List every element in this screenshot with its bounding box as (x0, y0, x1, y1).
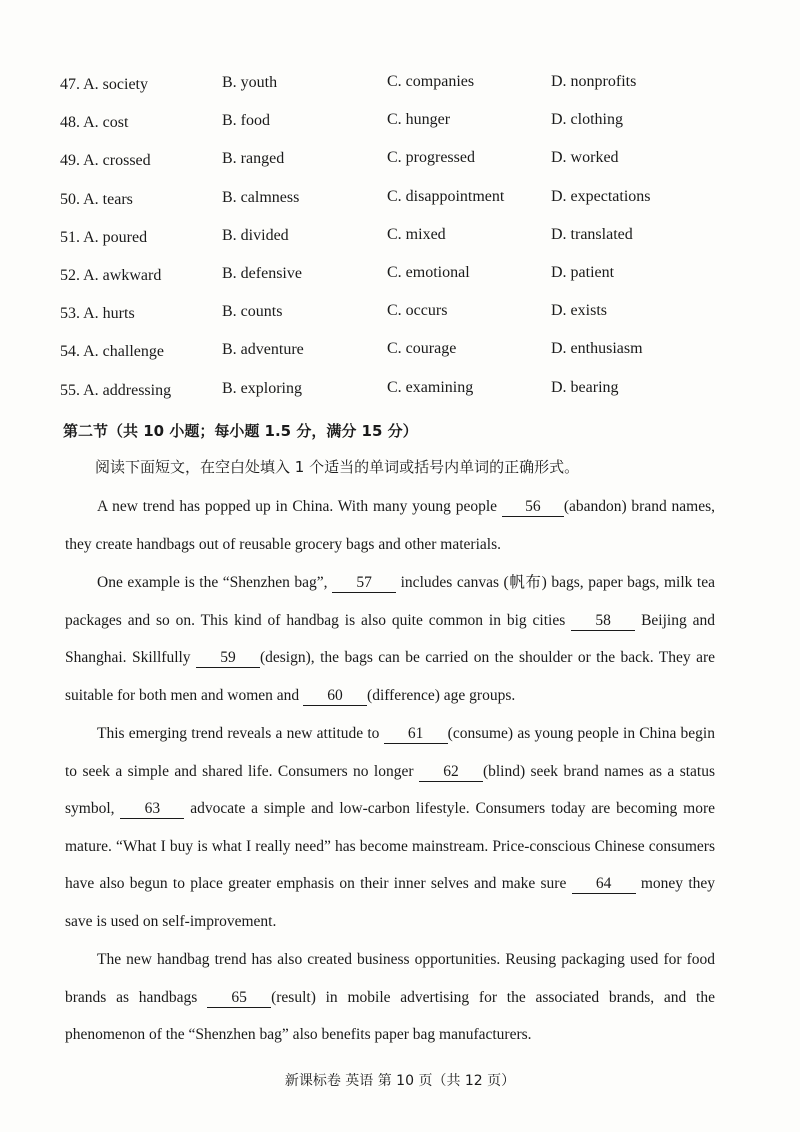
passage-text: This emerging trend reveals a new attitude to (97, 725, 384, 742)
option-c: C. emotional (387, 263, 470, 281)
passage-text: Beijing and Shanghai. Skillfully (65, 611, 715, 667)
option-d: D. patient (551, 263, 615, 281)
option-b: B. exploring (222, 379, 302, 397)
option-d: D. translated (551, 225, 633, 243)
passage-text: (consume) as young people in China begin to seek a simple and shared life. Consumers no longer (65, 725, 715, 780)
blank-63: 63 (120, 800, 184, 819)
question-51 (60, 223, 760, 261)
option-c: C. examining (387, 378, 474, 396)
blank-57: 57 (332, 574, 396, 593)
option-a: 53. A. hurts (60, 305, 135, 323)
passage-text: One example is the “Shenzhen bag”, (97, 574, 333, 591)
passage-text: (abandon) brand names, they create handbags out of reusable grocery bags and other materials. (65, 498, 715, 553)
option-a: 51. A. poured (60, 228, 148, 246)
option-d: D. expectations (551, 187, 651, 205)
question-48 (60, 108, 760, 146)
option-a: 54. A. challenge (60, 343, 164, 361)
option-d: D. nonprofits (551, 73, 637, 90)
option-a: 55. A. addressing (60, 381, 172, 399)
page-footer: 新课标卷 英语 第 10 页（共 12 页） (284, 1073, 516, 1089)
question-52 (60, 261, 760, 299)
option-c: C. courage (387, 340, 457, 358)
option-d: D. clothing (551, 111, 623, 129)
question-53 (60, 299, 760, 337)
passage-text: (result) in mobile advertising for the associated brands, and the phenomenon of the “Shenzhen bag” also benefits paper bag manufacturers. (65, 988, 715, 1044)
blank-58: 58 (571, 612, 635, 631)
option-c: C. mixed (387, 225, 446, 243)
option-d: D. worked (551, 149, 619, 167)
passage-paragraph-1 (65, 488, 715, 563)
option-a: 50. A. tears (60, 190, 133, 208)
blank-64: 64 (572, 875, 636, 894)
blank-59: 59 (196, 649, 260, 668)
option-a: 48. A. cost (60, 114, 129, 132)
question-49 (60, 146, 760, 184)
passage-text: (design), the bags can be carried on the shoulder or the back. They are suitable for both men and women and (65, 649, 715, 704)
option-d: D. bearing (551, 378, 619, 396)
blank-61: 61 (384, 725, 448, 744)
passage-text: advocate a simple and low-carbon lifestyle. Consumers today are becoming more mature. “What I buy is what I really need” has become mainstream. Price-conscious Chinese consumers have also begun to place greater emphasis on their inner selves and make sure (65, 800, 715, 893)
option-a: 52. A. awkward (60, 266, 162, 284)
passage-paragraph-3 (65, 715, 715, 941)
passage-text: (blind) seek brand names as a status symbol, (65, 762, 715, 818)
option-b: B. youth (222, 74, 278, 91)
passage-paragraph-2 (65, 564, 715, 714)
section-heading: 第二节（共 10 小题；每小题 1.5 分，满分 15 分） (63, 422, 418, 440)
option-b: B. defensive (222, 264, 302, 282)
option-d: D. enthusiasm (551, 340, 643, 358)
section-instruction: 阅读下面短文，在空白处填入 1 个适当的单词或括号内单词的正确形式。 (95, 458, 580, 476)
options-table (60, 70, 760, 414)
passage-text: The new handbag trend has also created business opportunities. Reusing packaging used for food brands as handbags (65, 951, 715, 1006)
option-b: B. adventure (222, 341, 304, 359)
option-a: 47. A. society (60, 76, 148, 93)
question-54 (60, 337, 760, 375)
blank-56: 56 (502, 498, 564, 517)
option-b: B. food (222, 112, 270, 130)
question-50 (60, 185, 760, 223)
passage-text: includes canvas (帆布) bags, paper bags, milk tea packages and so on. This kind of handbag is also quite common in big cities (65, 574, 715, 629)
question-55 (60, 376, 760, 414)
passage-text: money they save is used on self-improvement. (65, 875, 716, 930)
option-a: 49. A. crossed (60, 152, 151, 170)
blank-60: 60 (303, 687, 367, 706)
option-c: C. companies (387, 73, 475, 90)
option-c: C. occurs (387, 302, 448, 320)
option-b: B. calmness (222, 188, 300, 206)
blank-65: 65 (207, 989, 271, 1008)
question-47 (60, 70, 760, 108)
option-b: B. counts (222, 303, 283, 321)
passage-text: A new trend has popped up in China. With many young people (97, 498, 502, 515)
option-b: B. divided (222, 226, 289, 244)
passage-text: (difference) age groups. (367, 686, 516, 704)
option-c: C. disappointment (387, 187, 505, 205)
option-d: D. exists (551, 302, 607, 320)
option-c: C. progressed (387, 149, 475, 167)
passage-paragraph-4 (65, 941, 715, 1054)
blank-62: 62 (419, 763, 483, 782)
option-c: C. hunger (387, 111, 451, 129)
option-b: B. ranged (222, 150, 285, 168)
